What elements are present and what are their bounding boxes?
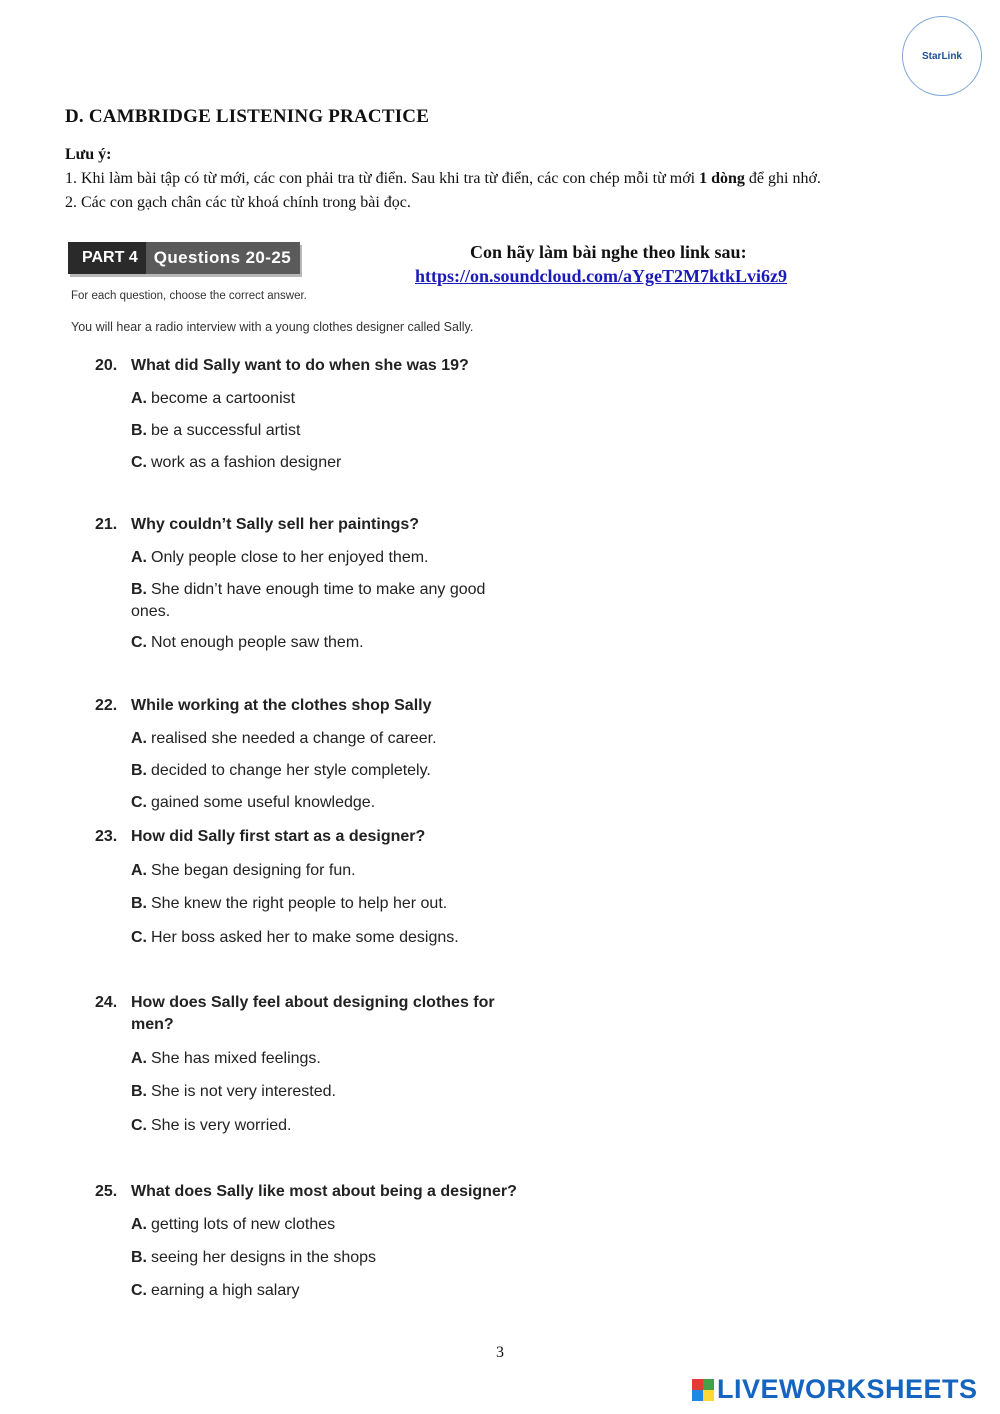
option-b[interactable]: B. seeing her designs in the shops <box>131 1249 377 1266</box>
option-a[interactable]: A. Only people close to her enjoyed them. <box>131 549 429 566</box>
instruction-text: For each question, choose the correct answer. <box>71 290 307 302</box>
option-b[interactable]: B. She is not very interested. <box>131 1083 336 1100</box>
question-text: Why couldn’t Sally sell her paintings? <box>131 516 420 533</box>
option-a[interactable]: A. become a cartoonist <box>131 390 296 407</box>
question-number: 23. <box>95 828 118 845</box>
question-number: 21. <box>95 516 118 533</box>
question-text: What did Sally want to do when she was 19? <box>131 357 469 374</box>
option-a[interactable]: A. realised she needed a change of career. <box>131 730 437 747</box>
option-c[interactable]: C. She is very worried. <box>131 1117 292 1134</box>
logo-text: StarLink <box>921 50 962 62</box>
note-line-2: 2. Các con gạch chân các từ khoá chính trong bài đọc. <box>65 194 411 211</box>
note-heading: Lưu ý: <box>65 146 112 163</box>
questions-range-label: Questions 20-25 <box>153 248 292 267</box>
note-line-1: 1. Khi làm bài tập có từ mới, các con phải tra từ điển. Sau khi tra từ điển, các con chép mỗi từ mới 1 dòng để ghi nhớ. <box>65 170 821 187</box>
option-a[interactable]: A. getting lots of new clothes <box>131 1216 336 1233</box>
listen-heading: Con hãy làm bài nghe theo link sau: <box>470 242 747 262</box>
option-a[interactable]: A. She has mixed feelings. <box>131 1050 321 1067</box>
part-banner <box>68 242 300 274</box>
liveworksheets-text: LIVEWORKSHEETS <box>717 1374 978 1404</box>
option-b[interactable]: B. She didn’t have enough time to make any good ones. <box>131 581 486 620</box>
section-title: D. CAMBRIDGE LISTENING PRACTICE <box>65 106 430 127</box>
option-c[interactable]: C. Not enough people saw them. <box>131 634 364 651</box>
question-number: 24. <box>95 994 118 1011</box>
question-number: 20. <box>95 357 118 374</box>
question-text: While working at the clothes shop Sally <box>131 697 432 714</box>
liveworksheets-logo <box>692 1374 978 1405</box>
page-number: 3 <box>496 1344 504 1361</box>
question-number: 22. <box>95 697 118 714</box>
option-c[interactable]: C. Her boss asked her to make some designs. <box>131 929 459 946</box>
part-label: PART 4 <box>68 242 146 274</box>
question-text: How did Sally first start as a designer? <box>131 828 426 845</box>
question-number: 25. <box>95 1183 118 1200</box>
question-text: What does Sally like most about being a designer? <box>131 1183 517 1200</box>
starlink-logo <box>902 16 982 96</box>
option-b[interactable]: B. She knew the right people to help her out. <box>131 895 448 912</box>
option-c[interactable]: C. work as a fashion designer <box>131 454 342 471</box>
context-text: You will hear a radio interview with a young clothes designer called Sally. <box>71 320 474 334</box>
option-b[interactable]: B. be a successful artist <box>131 422 301 439</box>
option-c[interactable]: C. gained some useful knowledge. <box>131 794 376 811</box>
liveworksheets-mark-icon <box>692 1379 714 1401</box>
option-c[interactable]: C. earning a high salary <box>131 1282 300 1299</box>
option-b[interactable]: B. decided to change her style completely. <box>131 762 431 779</box>
option-a[interactable]: A. She began designing for fun. <box>131 862 356 879</box>
question-text: How does Sally feel about designing clothes for men? <box>131 994 495 1033</box>
soundcloud-link[interactable]: https://on.soundcloud.com/aYgeT2M7ktkLvi6z9 <box>415 266 788 286</box>
